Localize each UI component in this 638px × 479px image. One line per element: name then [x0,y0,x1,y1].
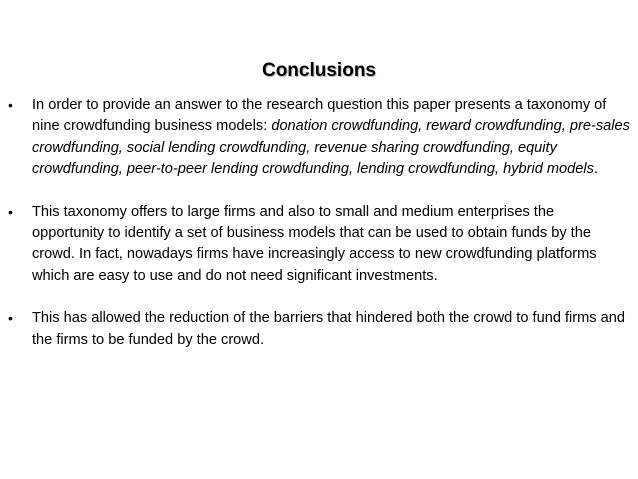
bullet-marker: • [8,97,13,113]
bullet-item-barriers [8,308,630,351]
bullet-marker: • [8,203,13,220]
bullet-text: This taxonomy offers to large firms and also to small and medium enterprises the opportunity to identify a set of business models that can be used to obtain funds by the crowd. In fact, nowadays firms have increasingly access to new crowdfunding platforms which are easy to use and do not need significant investments. [32,203,597,284]
bullet-text-models-list: donation crowdfunding, reward crowdfunding, pre-sales crowdfunding, social lending crowdfunding, revenue sharing crowdfunding, equity crowdfunding, peer-to-peer lending crowdfunding, lending crowdfunding, hybrid models [32,118,630,178]
bullet-list [8,95,630,351]
bullet-marker: • [8,310,13,327]
bullet-item-opportunity [8,202,630,288]
slide-title: Conclusions [261,60,376,81]
bullet-text-lead: In order to provide an answer to the research question this paper presents a taxonomy of nine crowdfunding business models: [32,97,607,135]
bullet-text: This has allowed the reduction of the barriers that hindered both the crowd to fund firms and the firms to be funded by the crowd. [32,310,626,348]
bullet-text-tail: . [593,161,599,178]
bullet-item-taxonomy [8,95,630,181]
